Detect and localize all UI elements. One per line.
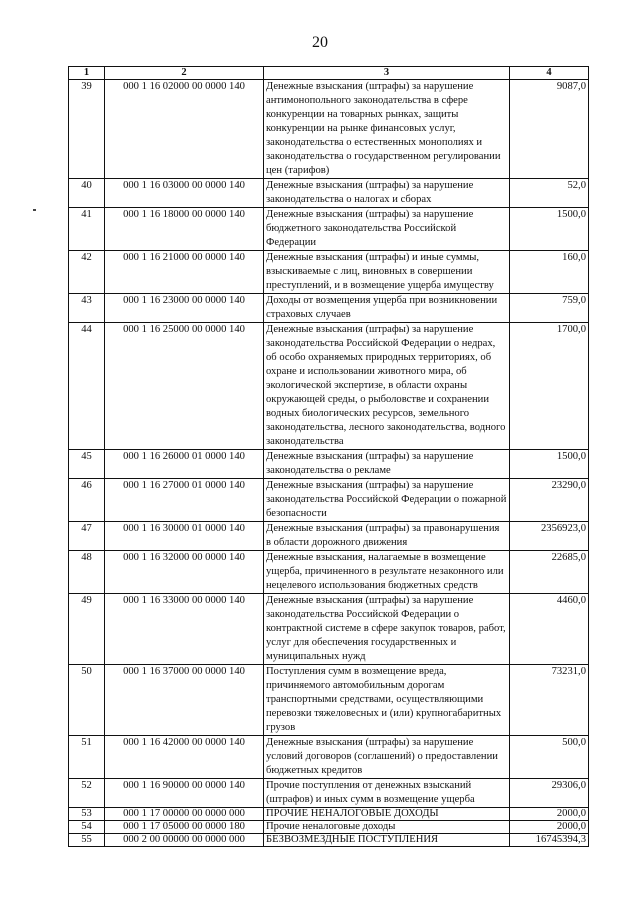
table-row xyxy=(69,665,589,736)
revenue-name: Поступления сумм в возмещение вреда, причиняемого автомобильным дорогам транспортными средствами, осуществляющими перевозки тяжеловесных и (или) крупногабаритных грузов xyxy=(264,665,510,736)
table-row xyxy=(69,736,589,779)
revenue-name: Денежные взыскания (штрафы) за нарушение антимонопольного законодательства в сфере конкуренции на товарных рынках, защиты конкуренции на рынке финансовых услуг, законодательства о естественных монополиях и законодательства о государственном регулировании цен (тарифов) xyxy=(264,80,510,179)
table-row xyxy=(69,80,589,179)
revenue-table xyxy=(68,66,589,847)
row-number: 54 xyxy=(69,821,105,834)
table-row xyxy=(69,834,589,847)
row-number: 40 xyxy=(69,179,105,208)
classification-code: 000 1 16 18000 00 0000 140 xyxy=(105,208,264,251)
table-row xyxy=(69,323,589,450)
row-number: 41 xyxy=(69,208,105,251)
classification-code: 000 1 16 21000 00 0000 140 xyxy=(105,251,264,294)
row-number: 48 xyxy=(69,551,105,594)
row-number: 43 xyxy=(69,294,105,323)
amount: 1500,0 xyxy=(510,450,589,479)
row-number: 44 xyxy=(69,323,105,450)
amount: 23290,0 xyxy=(510,479,589,522)
table-row xyxy=(69,821,589,834)
header-col-3: 3 xyxy=(264,67,510,80)
revenue-name: ПРОЧИЕ НЕНАЛОГОВЫЕ ДОХОДЫ xyxy=(264,808,510,821)
header-col-4: 4 xyxy=(510,67,589,80)
revenue-name: БЕЗВОЗМЕЗДНЫЕ ПОСТУПЛЕНИЯ xyxy=(264,834,510,847)
classification-code: 000 1 16 90000 00 0000 140 xyxy=(105,779,264,808)
row-number: 49 xyxy=(69,594,105,665)
amount: 16745394,3 xyxy=(510,834,589,847)
table-row xyxy=(69,450,589,479)
amount: 9087,0 xyxy=(510,80,589,179)
table-row xyxy=(69,179,589,208)
amount: 29306,0 xyxy=(510,779,589,808)
row-number: 46 xyxy=(69,479,105,522)
amount: 500,0 xyxy=(510,736,589,779)
classification-code: 000 1 16 26000 01 0000 140 xyxy=(105,450,264,479)
page-number: 20 xyxy=(312,34,328,51)
row-number: 45 xyxy=(69,450,105,479)
revenue-name: Денежные взыскания, налагаемые в возмещение ущерба, причиненного в результате незаконного или нецелевого использования бюджетных средств xyxy=(264,551,510,594)
amount: 1700,0 xyxy=(510,323,589,450)
revenue-name: Денежные взыскания (штрафы) за нарушение законодательства Российской Федерации о недрах, об особо охраняемых природных территориях, об охране и использовании животного мира, об экологической экспертизе, в области охраны окружающей среды, о рыболовстве и сохранении водных биологических ресурсов, земельного законодательства, лесного законодательства, водного законодательства xyxy=(264,323,510,450)
amount: 1500,0 xyxy=(510,208,589,251)
row-number: 51 xyxy=(69,736,105,779)
amount: 4460,0 xyxy=(510,594,589,665)
amount: 759,0 xyxy=(510,294,589,323)
table-row xyxy=(69,808,589,821)
revenue-name: Денежные взыскания (штрафы) за нарушение законодательства Российской Федерации о контрактной системе в сфере закупок товаров, работ, услуг для обеспечения государственных и муниципальных нужд xyxy=(264,594,510,665)
row-number: 53 xyxy=(69,808,105,821)
row-number: 55 xyxy=(69,834,105,847)
table-row xyxy=(69,522,589,551)
table-row xyxy=(69,294,589,323)
classification-code: 000 1 16 02000 00 0000 140 xyxy=(105,80,264,179)
amount: 22685,0 xyxy=(510,551,589,594)
classification-code: 000 1 16 32000 00 0000 140 xyxy=(105,551,264,594)
amount: 2356923,0 xyxy=(510,522,589,551)
revenue-name: Денежные взыскания (штрафы) за нарушение законодательства о рекламе xyxy=(264,450,510,479)
header-col-1: 1 xyxy=(69,67,105,80)
table-row xyxy=(69,251,589,294)
classification-code: 000 1 17 00000 00 0000 000 xyxy=(105,808,264,821)
table-row xyxy=(69,779,589,808)
classification-code: 000 1 16 33000 00 0000 140 xyxy=(105,594,264,665)
row-number: 47 xyxy=(69,522,105,551)
classification-code: 000 1 16 27000 01 0000 140 xyxy=(105,479,264,522)
classification-code: 000 1 16 23000 00 0000 140 xyxy=(105,294,264,323)
revenue-name: Денежные взыскания (штрафы) за нарушение условий договоров (соглашений) о предоставлении бюджетных кредитов xyxy=(264,736,510,779)
revenue-name: Денежные взыскания (штрафы) за правонарушения в области дорожного движения xyxy=(264,522,510,551)
classification-code: 000 1 16 42000 00 0000 140 xyxy=(105,736,264,779)
row-number: 52 xyxy=(69,779,105,808)
amount: 2000,0 xyxy=(510,808,589,821)
classification-code: 000 1 16 03000 00 0000 140 xyxy=(105,179,264,208)
stray-mark xyxy=(33,209,36,211)
revenue-name: Денежные взыскания (штрафы) за нарушение законодательства о налогах и сборах xyxy=(264,179,510,208)
revenue-name: Доходы от возмещения ущерба при возникновении страховых случаев xyxy=(264,294,510,323)
row-number: 50 xyxy=(69,665,105,736)
classification-code: 000 2 00 00000 00 0000 000 xyxy=(105,834,264,847)
table-row xyxy=(69,594,589,665)
row-number: 39 xyxy=(69,80,105,179)
classification-code: 000 1 16 30000 01 0000 140 xyxy=(105,522,264,551)
revenue-name: Денежные взыскания (штрафы) за нарушение законодательства Российской Федерации о пожарной безопасности xyxy=(264,479,510,522)
table-header-row xyxy=(69,67,589,80)
amount: 2000,0 xyxy=(510,821,589,834)
revenue-name: Прочие поступления от денежных взысканий (штрафов) и иных сумм в возмещение ущерба xyxy=(264,779,510,808)
table-row xyxy=(69,551,589,594)
classification-code: 000 1 16 37000 00 0000 140 xyxy=(105,665,264,736)
classification-code: 000 1 17 05000 00 0000 180 xyxy=(105,821,264,834)
revenue-name: Денежные взыскания (штрафы) и иные суммы, взыскиваемые с лиц, виновных в совершении преступлений, и в возмещение ущерба имуществу xyxy=(264,251,510,294)
amount: 52,0 xyxy=(510,179,589,208)
table-row xyxy=(69,479,589,522)
amount: 73231,0 xyxy=(510,665,589,736)
header-col-2: 2 xyxy=(105,67,264,80)
revenue-name: Денежные взыскания (штрафы) за нарушение бюджетного законодательства Российской Федерации xyxy=(264,208,510,251)
table-row xyxy=(69,208,589,251)
amount: 160,0 xyxy=(510,251,589,294)
classification-code: 000 1 16 25000 00 0000 140 xyxy=(105,323,264,450)
row-number: 42 xyxy=(69,251,105,294)
revenue-name: Прочие неналоговые доходы xyxy=(264,821,510,834)
